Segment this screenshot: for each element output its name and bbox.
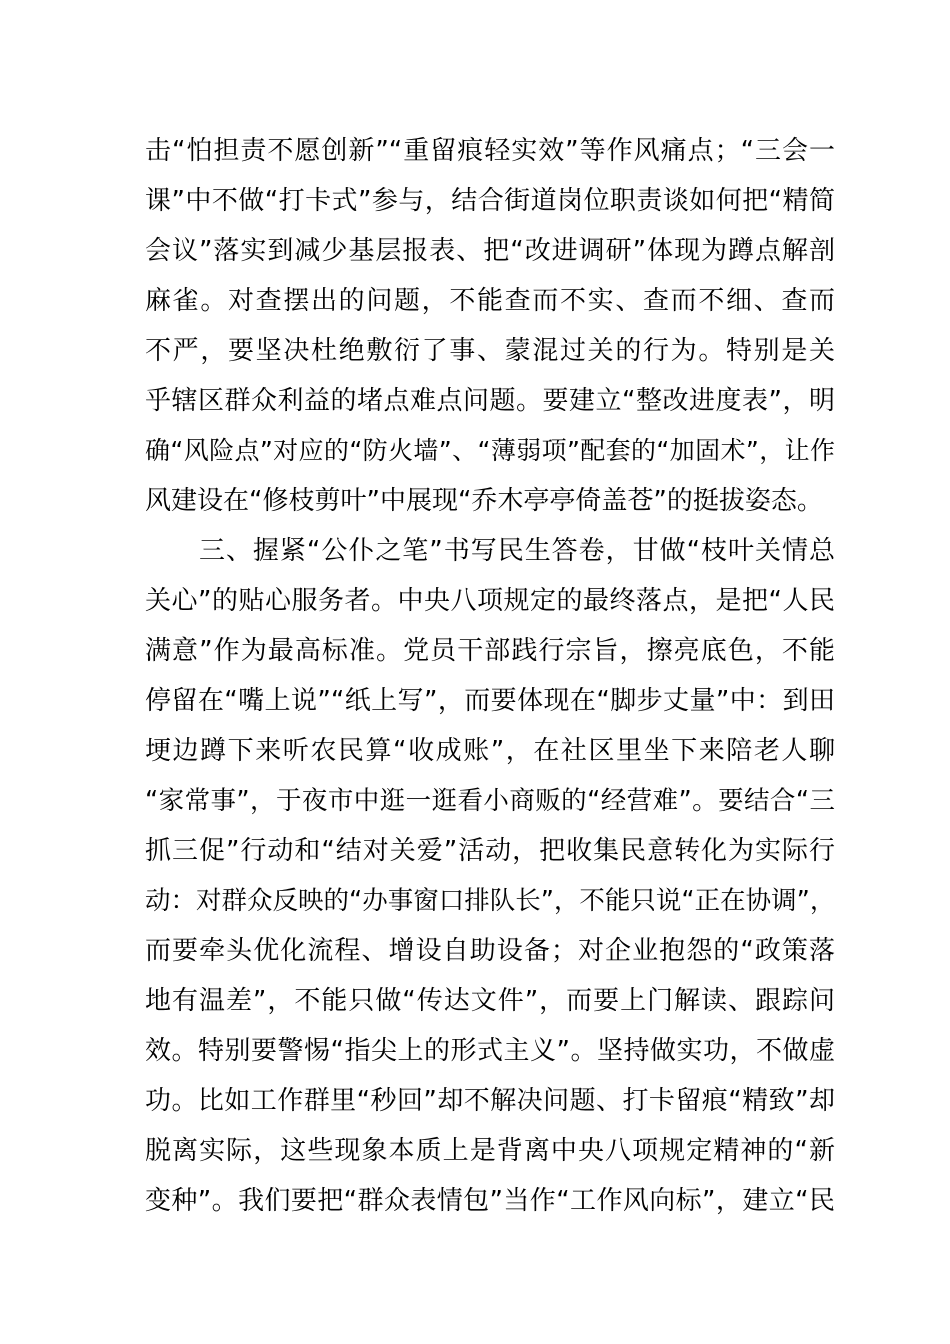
text-line: 抓三促”行动和“结对关爱”活动，把收集民意转化为实际行 <box>145 836 835 866</box>
text-line: 停留在“嘴上说”“纸上写”，而要体现在“脚步丈量”中：到田 <box>145 686 835 716</box>
text-line: 课”中不做“打卡式”参与，结合街道岗位职责谈如何把“精简 <box>145 186 835 216</box>
text-line: 动：对群众反映的“办事窗口排队长”，不能只说“正在协调”， <box>145 886 836 916</box>
text-line: 地有温差”，不能只做“传达文件”，而要上门解读、跟踪问 <box>145 986 835 1016</box>
text-line: 埂边蹲下来听农民算“收成账”，在社区里坐下来陪老人聊 <box>145 736 835 766</box>
text-line: 三、握紧“公仆之笔”书写民生答卷，甘做“枝叶关情总 <box>145 536 835 566</box>
text-line: 关心”的贴心服务者。中央八项规定的最终落点，是把“人民 <box>145 586 835 616</box>
text-line: 麻雀。对查摆出的问题，不能查而不实、查而不细、查而 <box>145 286 835 316</box>
text-line: 变种”。我们要把“群众表情包”当作“工作风向标”，建立“民 <box>145 1186 835 1216</box>
text-line: 不严，要坚决杜绝敷衍了事、蒙混过关的行为。特别是关 <box>145 336 835 366</box>
text-line: 而要牵头优化流程、增设自助设备；对企业抱怨的“政策落 <box>145 936 835 966</box>
text-line: 功。比如工作群里“秒回”却不解决问题、打卡留痕“精致”却 <box>145 1086 835 1116</box>
text-line: 风建设在“修枝剪叶”中展现“乔木亭亭倚盖苍”的挺拔姿态。 <box>145 486 823 516</box>
text-line: 乎辖区群众利益的堵点难点问题。要建立“整改进度表”，明 <box>145 386 835 416</box>
text-line: 击“怕担责不愿创新”“重留痕轻实效”等作风痛点；“三会一 <box>145 136 835 166</box>
text-line: 会议”落实到减少基层报表、把“改进调研”体现为蹲点解剖 <box>145 236 835 266</box>
text-line: 满意”作为最高标准。党员干部践行宗旨，擦亮底色，不能 <box>145 636 835 666</box>
body-text <box>145 126 835 1226</box>
text-line: 确“风险点”对应的“防火墙”、“薄弱项”配套的“加固术”，让作 <box>145 436 835 465</box>
text-line: “家常事”，于夜市中逛一逛看小商贩的“经营难”。要结合“三 <box>145 786 835 816</box>
text-line: 效。特别要警惕“指尖上的形式主义”。坚持做实功，不做虚 <box>145 1036 835 1066</box>
text-line: 脱离实际，这些现象本质上是背离中央八项规定精神的“新 <box>145 1136 835 1166</box>
